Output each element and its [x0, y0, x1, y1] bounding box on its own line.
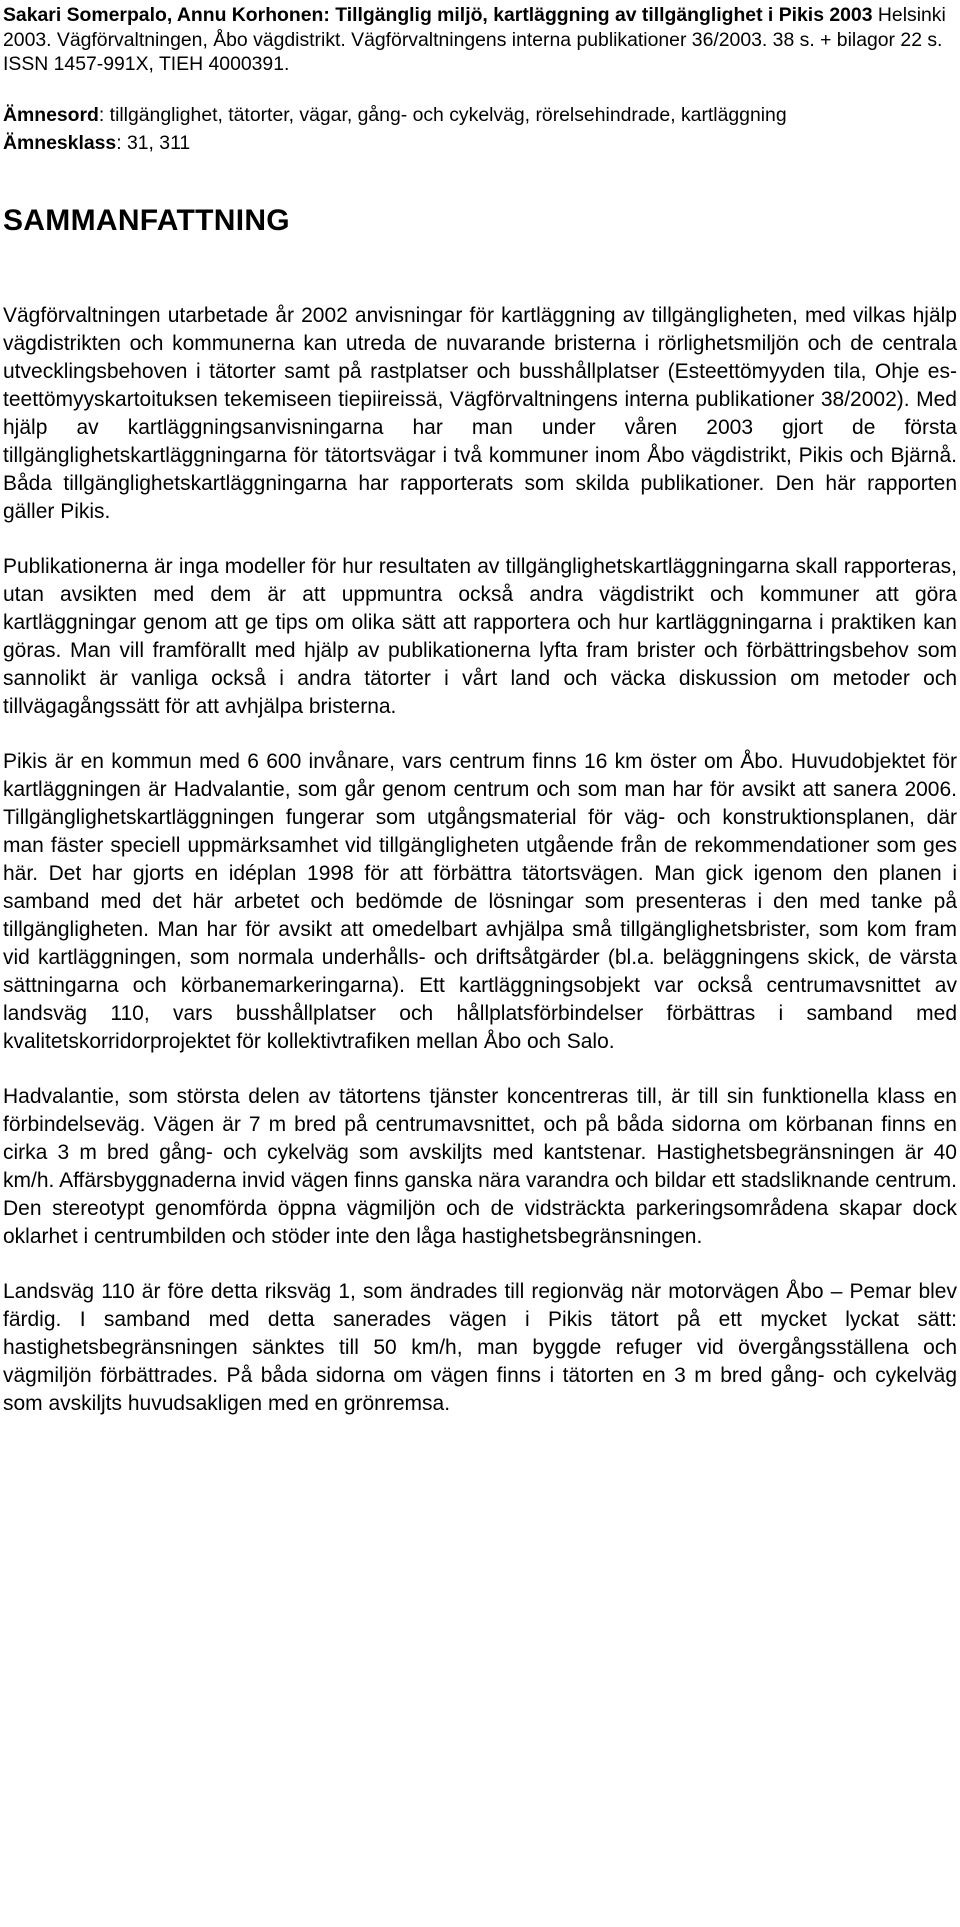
summary-paragraph: Landsväg 110 är före detta riksväg 1, som ändrades till regionväg när motorvägen Åbo – Pemar blev färdig. I samband med detta sanerades vägen i Pikis tätort på ett mycket lyckat sätt: hastighetsbegränsningen sänktes till 50 km/h, man byggde refuger vid övergångsställena och vägmiljön förbättrades. På båda sidorna om vägen finns i tätorten en 3 m bred gång- och cykelväg som avskiljts huvudsakligen med en grönremsa. [3, 1280, 957, 1415]
citation-details: Helsinki 2003. Vägförvaltningen, Åbo vägdistrikt. Vägförvaltningens interna publikationer 36/2003. 38 s. + bilagor 22 s. ISSN 1457-991X, TIEH 4000391. [3, 4, 946, 75]
subject-keywords-line [3, 101, 953, 129]
keywords-block [3, 101, 953, 157]
citation-block [3, 3, 953, 77]
subject-class-value: : 31, 311 [116, 132, 191, 154]
subject-class-label: Ämnesklass [3, 132, 117, 154]
citation-authors: Sakari Somerpalo, Annu Korhonen: Tillgänglig miljö, kartläggning av tillgänglighet i Pikis 2003 [3, 4, 873, 26]
summary-body [3, 302, 957, 1445]
summary-paragraph: Hadvalantie, som största delen av tätortens tjänster koncentreras till, är till sin funktionella klass en förbindelseväg. Vägen är 7 m bred på centrumavsnittet, och på båda sidorna om körbanan finns en cirka 3 m bred gång- och cykelväg som avskiljts med kantstenar. Hastighetsbegränsningen är 40 km/h. Affärsbyggnaderna invid vägen finns ganska nära varandra och bildar ett stadsliknande centrum. Den stereotypt genomförda öppna vägmiljön och de vidsträckta parkeringsområdena skapar dock oklarhet i centrumbilden och stöder inte den låga hastighetsbegränsningen. [3, 1085, 957, 1248]
keywords-label: Ämnesord [3, 104, 99, 126]
keywords-value: : tillgänglighet, tätorter, vägar, gång- och cykelväg, rörelsehindrade, kartläggning [98, 104, 787, 126]
section-heading: SAMMANFATTNING [3, 204, 290, 237]
summary-paragraph: Publikationerna är inga modeller för hur resultaten av tillgänglighetskartläggningarna skall rapporteras, utan avsikten med dem är att uppmuntra också andra vägdistrikt och kommuner att göra kartläggningar genom att ge tips om olika sätt att rapportera och hur kartläggningarna i praktiken kan göras. Man vill framförallt med hjälp av publikationerna lyfta fram brister och förbättringsbehov som sannolikt är vanliga också i andra tätorter i vårt land och väcka diskussion om metoder och tillvägagångssätt för att avhjälpa bristerna. [3, 555, 957, 718]
subject-class-line [3, 129, 953, 157]
summary-paragraph: Pikis är en kommun med 6 600 invånare, vars centrum finns 16 km öster om Åbo. Huvudobjektet för kartläggningen är Hadvalantie, som går genom centrum och som man har för avsikt att sanera 2006. Tillgänglighetskartläggningen fungerar som utgångsmaterial för väg- och konstruktionsplanen, där man fäster speciell uppmärksamhet vid tillgängligheten utgående från de rekommendationer som ges här. Det har gjorts en idéplan 1998 för att förbättra tätortsvägen. Man gick igenom den planen i samband med det här arbetet och bedömde de lösningar som presenteras i den med tanke på tillgängligheten. Man har för avsikt att omedelbart avhjälpa små tillgänglighetsbrister, som kom fram vid kartläggningen, som normala underhålls- och driftsåtgärder (bl.a. beläggningens skick, de värsta sättningarna och körbanemarkeringarna). Ett kartläggningsobjekt var också centrumavsnittet av landsväg 110, vars busshållplatser och hållplatsförbindelser förbättras i samband med kvalitetskorridorprojektet för kollektivtrafiken mellan Åbo och Salo. [3, 750, 957, 1053]
summary-paragraph: Vägförvaltningen utarbetade år 2002 anvisningar för kartläggning av tillgängligheten, med vilkas hjälp vägdistrikten och kommunerna kan utreda de nuvarande bristerna i rörlighetsmiljön och de centrala utvecklingsbehoven i tätorter samt på rastplatser och busshållplatser (Esteettömyyden tila, Ohje esteettömyyskartoituksen tekemiseen tiepiireissä, Vägförvaltningens interna publikationer 38/2002). Med hjälp av kartläggningsanvisningarna har man under våren 2003 gjort de första tillgänglighetskartläggningarna för tätortsvägar i två kommuner inom Åbo vägdistrikt, Pikis och Bjärnå. Båda tillgänglighetskartläggningarna har rapporterats som skilda publikationer. Den här rapporten gäller Pikis. [3, 304, 957, 523]
